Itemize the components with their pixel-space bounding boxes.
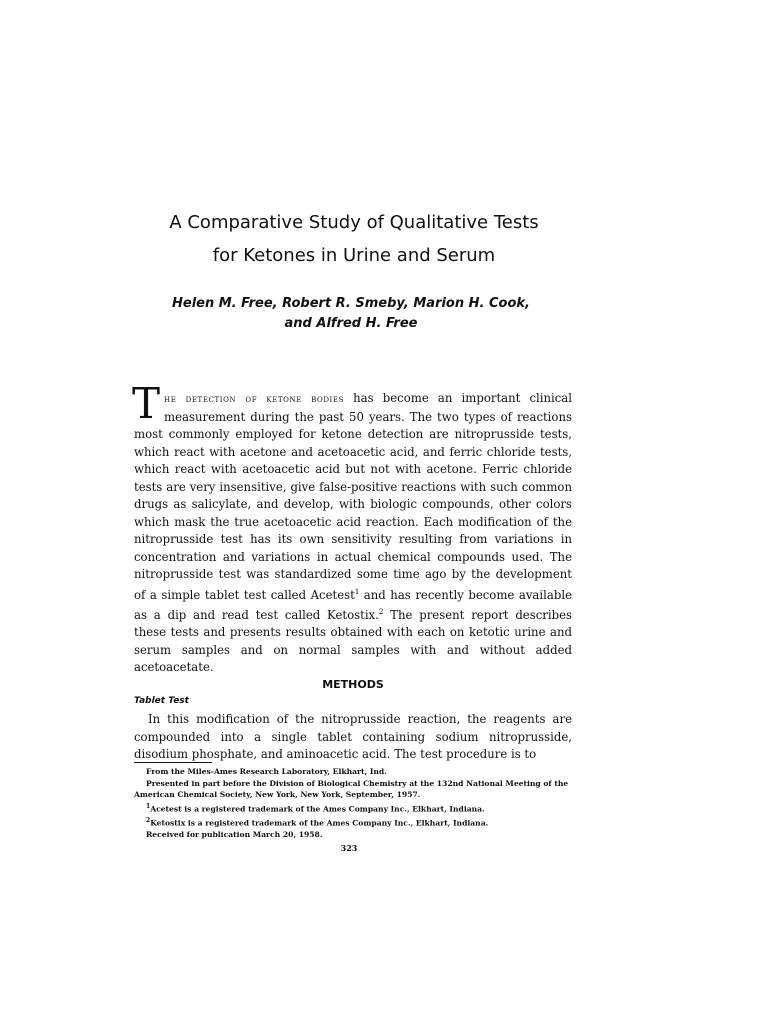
paper-title <box>0 206 708 272</box>
subsection-heading-tablet-test: Tablet Test <box>134 696 189 706</box>
intro-paragraph <box>132 379 572 677</box>
footnote-affiliation: From the Miles-Ames Research Laboratory, Elkhart, Ind. <box>146 767 387 776</box>
footnotes <box>134 766 572 841</box>
intro-text-c: The present report describes these tests and presents results obtained with each on ketotic urine and serum samples and on normal samples with and without added acetoacetate. <box>134 607 572 675</box>
title-line-1: A Comparative Study of Qualitative Tests <box>169 212 539 233</box>
footnote-1-mark: 1 <box>146 802 151 810</box>
page-number: 323 <box>340 843 358 853</box>
footnote-divider <box>134 762 212 763</box>
title-line-2: for Ketones in Urine and Serum <box>212 245 496 266</box>
intro-text-b: and has recently become available as a dip and read test called Ketostix. <box>134 587 572 622</box>
footnote-ref-2: 2 <box>378 607 384 616</box>
intro-smallcaps: he detection of ketone bodies <box>164 394 345 405</box>
footnote-2-text: Ketostix is a registered trademark of the Ames Company Inc., Elkhart, Indiana. <box>150 818 489 828</box>
authors-line-1: Helen M. Free, Robert R. Smeby, Marion H. Cook, <box>172 296 530 311</box>
footnote-2 <box>134 815 572 829</box>
drop-cap: T <box>132 379 161 428</box>
intro-text-a: has become an important clinical measurement during the past 50 years. The two types of reactions most commonly employed for ketone detection are nitroprusside tests, which react with acetone and acetoacetic acid, and ferric chloride tests, which react with acetoacetic acid but not with acetone. Ferric chloride tests are very insensitive, give false-positive reactions with such common drugs as salicylate, and develop, with biologic compounds, other colors which mask the true acetoacetic acid reaction. Each modification of the nitroprusside test has its own sensitivity resulting from variations in concentration and variations in actual chemical compounds used. The nitroprusside test was standardized some time ago by the development of a simple tablet test called Acetest <box>134 391 572 602</box>
footnote-ref-1: 1 <box>354 587 360 596</box>
methods-paragraph: In this modification of the nitroprusside reaction, the reagents are compounded into a single tablet containing sodium nitroprusside, disodium phosphate, and aminoacetic acid. The test procedure is to <box>134 712 572 761</box>
authors-line-2: and Alfred H. Free <box>284 316 418 331</box>
footnote-1 <box>134 801 572 815</box>
footnote-2-mark: 2 <box>146 816 151 824</box>
footnote-received: Received for publication March 20, 1958. <box>146 830 323 840</box>
footnote-presented: Presented in part before the Division of Biological Chemistry at the 132nd National Meeting of the American Chemical Society, New York, New York, September, 1957. <box>134 778 569 800</box>
author-list <box>0 294 702 334</box>
section-heading-methods: METHODS <box>322 678 384 691</box>
footnote-1-text: Acetest is a registered trademark of the Ames Company Inc., Elkhart, Indiana. <box>150 804 485 814</box>
